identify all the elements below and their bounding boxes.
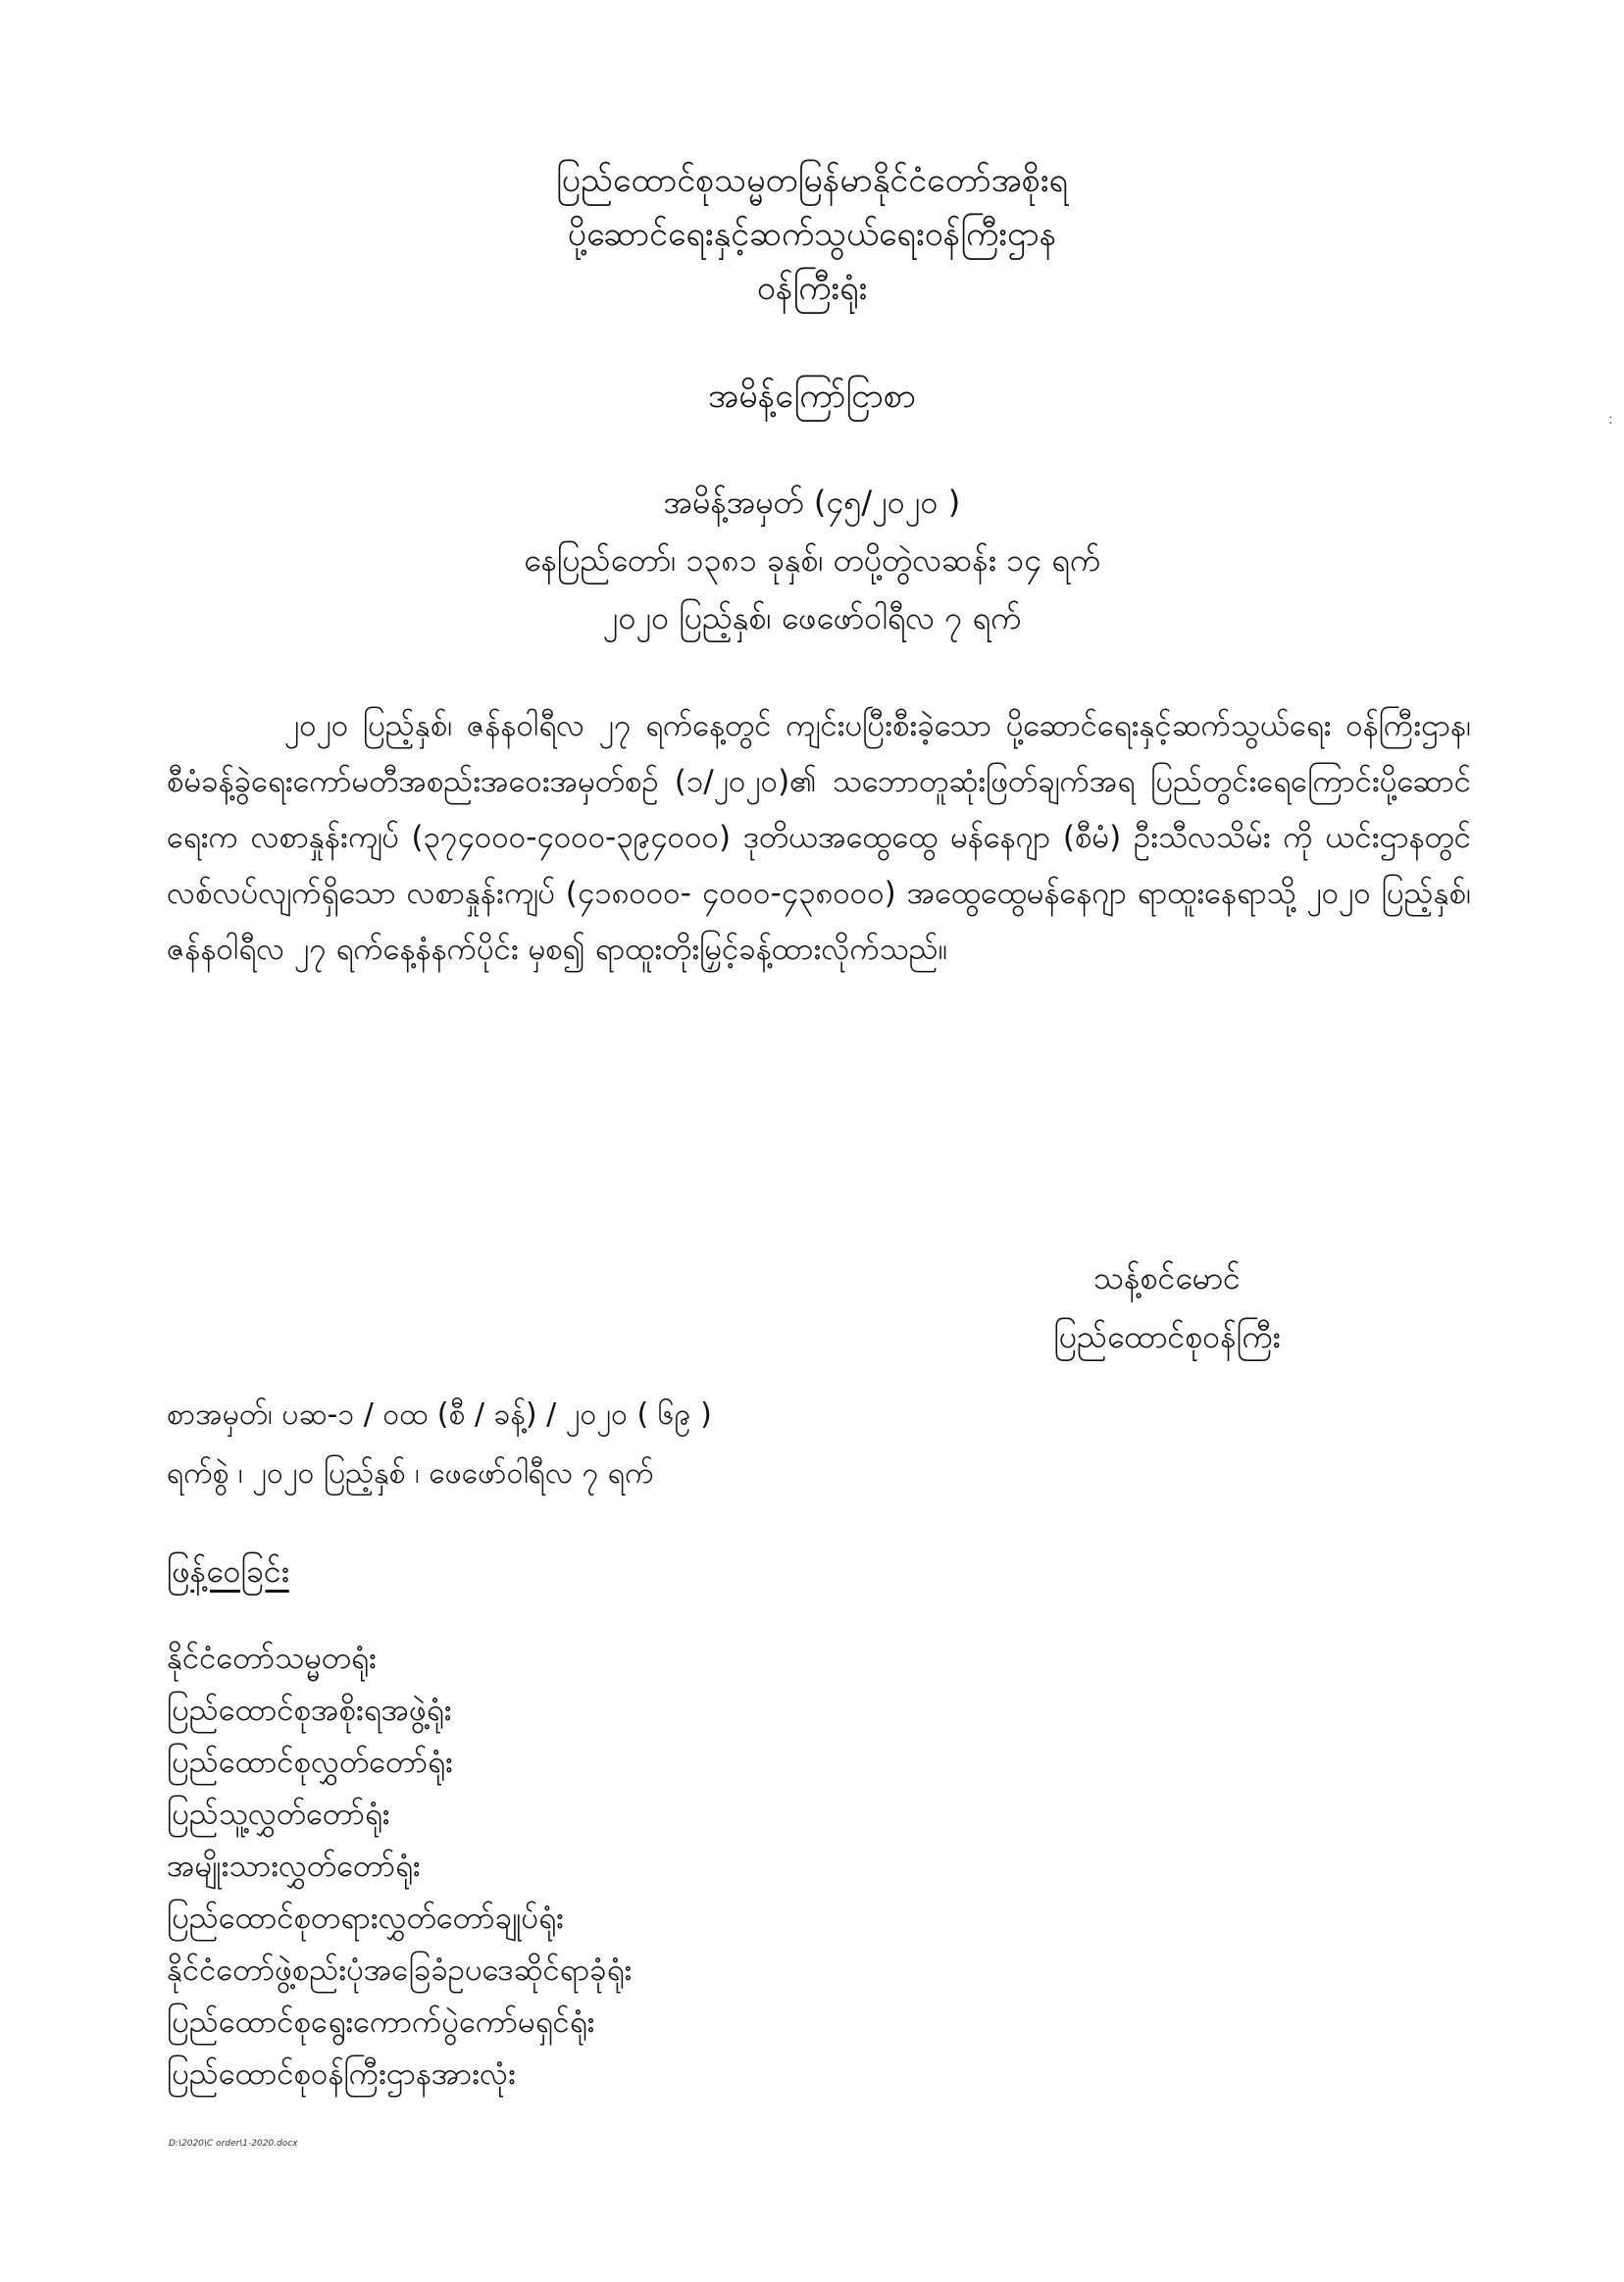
gregorian-date: ၂၀၂၀ ပြည့်နှစ်၊ ဖေဖော်ဝါရီလ ၇ ရက် <box>602 599 1022 636</box>
header-line-ministry: ပို့ဆောင်ရေးနှင့်ဆက်သွယ်ရေးဝန်ကြီးဌာန <box>567 215 1057 254</box>
list-item: နိုင်ငံတော်ဖွဲ့စည်းပုံအခြေခံဥပဒေဆိုင်ရာခုံရုံး <box>167 1952 633 1988</box>
footer-file-path: D:\2020\C order\1-2020.docx <box>169 2139 298 2149</box>
myanmar-date: နေပြည်တော်၊ ၁၃၈၁ ခုနှစ်၊ တပို့တွဲလဆန်း ၁၄ ရက် <box>524 541 1100 579</box>
list-item: နိုင်ငံတော်သမ္မတရုံး <box>167 1641 377 1676</box>
signatory-position: ပြည်ထောင်စုဝန်ကြီး <box>1053 1318 1281 1355</box>
list-item: ပြည်ထောင်စုလွှတ်တော်ရုံး <box>167 1745 453 1780</box>
header-line-government: ပြည်ထောင်စုသမ္မတမြန်မာနိုင်ငံတော်အစိုးရ <box>555 161 1069 200</box>
file-date: ရက်စွဲ ၊ ၂၀၂၀ ပြည့်နှစ် ၊ ဖေဖော်ဝါရီလ ၇ ရက် <box>167 1456 654 1491</box>
list-item: အမျိုးသားလွှတ်တော်ရုံး <box>167 1849 421 1884</box>
order-number: အမိန့်အမှတ် (၄၅/၂၀၂၀ ) <box>663 483 961 521</box>
file-number: စာအမှတ်၊ ပဆ-၁ / ဝထ (စီ / ခန့်) / ၂၀၂၀ ( ၆၉ ) <box>167 1397 712 1432</box>
list-item: ပြည်ထောင်စုအစိုးရအဖွဲ့ရုံး <box>167 1693 452 1728</box>
distribution-list <box>167 1633 632 2101</box>
list-item: ပြည်သူ့လွှတ်တော်ရုံး <box>167 1797 390 1832</box>
signatory-name: သန့်စင်မောင် <box>1093 1259 1241 1296</box>
document-title: အမိန့်ကြော်ငြာစာ <box>708 377 916 416</box>
margin-mark: : <box>1608 412 1613 428</box>
list-item: ပြည်ထောင်စုတရားလွှတ်တော်ချုပ်ရုံး <box>167 1901 564 1936</box>
list-item: ပြည်ထောင်စုရွေးကောက်ပွဲကော်မရှင်ရုံး <box>167 2004 595 2040</box>
list-item: ပြည်ထောင်စုဝန်ကြီးဌာနအားလုံး <box>167 2056 516 2092</box>
distribution-heading: ဖြန့်ဝေခြင်း <box>167 1552 289 1590</box>
header-line-office: ဝန်ကြီးရုံး <box>756 269 868 308</box>
order-body-paragraph: ၂၀၂၀ ပြည့်နှစ်၊ ဇန်နဝါရီလ ၂၇ ရက်နေ့တွင် ကျင်းပပြီးစီးခဲ့သော ပို့ဆောင်ရေးနှင့်ဆက်သွယ်ရေး ဝန်ကြီးဌာန၊ စီမံခန့်ခွဲရေးကော်မတီအစည်းအဝေးအမှတ်စဉ် (၁/၂၀၂၀)၏ သဘောတူဆုံးဖြတ်ချက်အရ ပြည်တွင်းရေကြောင်းပို့ဆောင်ရေးက လစာနှုန်းကျပ် (၃၇၄၀၀၀-၄၀၀၀-၃၉၄၀၀၀) ဒုတိယအထွေထွေ မန်နေဂျာ (စီမံ) ဦးသီလသိမ်း ကို ယင်းဌာနတွင် လစ်လပ်လျက်ရှိသော လစာနှုန်းကျပ် (၄၁၈၀၀၀- ၄၀၀၀-၄၃၈၀၀၀) အထွေထွေမန်နေဂျာ ရာထူးနေရာသို့ ၂၀၂၀ ပြည့်နှစ်၊ ဇန်နဝါရီလ ၂၇ ရက်နေ့နံနက်ပိုင်း မှစ၍ ရာထူးတိုးမြှင့်ခန့်ထားလိုက်သည်။ <box>167 708 1471 967</box>
